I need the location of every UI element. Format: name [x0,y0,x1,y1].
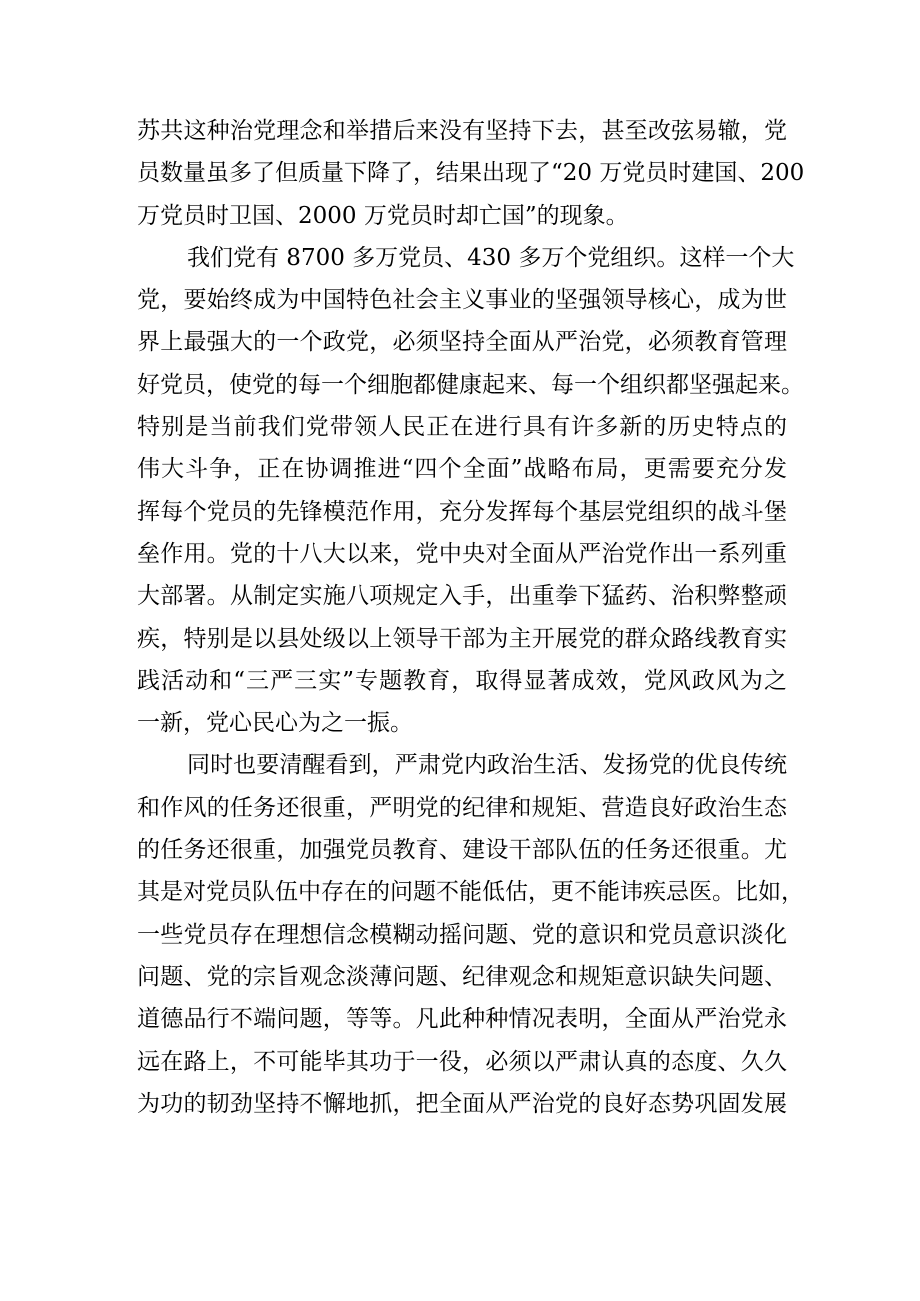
text-line: 道德品行不端问题，等等。凡此种种情况表明，全面从严治党永 [137,1006,787,1033]
text-line: 好党员，使党的每一个细胞都健康起来、每一个组织都坚强起来。 [137,371,804,398]
paragraph-2 [137,237,804,745]
text-line: 大部署。从制定实施八项规定入手，出重拳下猛药、治积弊整顽 [137,583,787,610]
text-line: 苏共这种治党理念和举措后来没有坚持下去，甚至改弦易辙，党 [137,118,787,144]
text-line: 挥每个党员的先锋模范作用，充分发挥每个基层党组织的战斗堡 [137,498,787,525]
body-text [137,110,805,1125]
paragraph-1 [137,110,805,237]
text-line: 其是对党员队伍中存在的问题不能低估，更不能讳疾忌医。比如， [137,879,804,906]
text-line: 一些党员存在理想信念模糊动摇问题、党的意识和党员意识淡化 [137,921,787,948]
text-line: 为功的韧劲坚持不懈地抓，把全面从严治党的良好态势巩固发展 [137,1090,787,1117]
text-line: 垒作用。党的十八大以来，党中央对全面从严治党作出一系列重 [137,540,787,567]
text-line: 疾，特别是以县处级以上领导干部为主开展党的群众路线教育实 [137,625,787,652]
paragraph-3 [137,744,804,1125]
text-line: 同时也要清醒看到，严肃党内政治生活、发扬党的优良传统 [187,752,787,779]
text-line: 伟大斗争，正在协调推进“四个全面”战略布局，更需要充分发 [137,456,787,483]
text-line: 远在路上，不可能毕其功于一役，必须以严肃认真的态度、久久 [137,1048,787,1075]
text-line: 我们党有 8700 多万党员、430 多万个党组织。这样一个大 [187,244,795,271]
text-line: 万党员时卫国、2000 万党员时却亡国”的现象。 [137,202,629,229]
text-line: 一新，党心民心为之一振。 [137,710,413,737]
text-line: 的任务还很重，加强党员教育、建设干部队伍的任务还很重。尤 [137,837,787,864]
text-line: 践活动和“三严三实”专题教育，取得显著成效，党风政风为之 [137,667,787,694]
text-line: 特别是当前我们党带领人民正在进行具有许多新的历史特点的 [137,414,787,441]
text-line: 界上最强大的一个政党，必须坚持全面从严治党，必须教育管理 [137,329,787,356]
text-line: 党，要始终成为中国特色社会主义事业的坚强领导核心，成为世 [137,287,787,314]
text-line: 和作风的任务还很重，严明党的纪律和规矩、营造良好政治生态 [137,794,787,821]
text-line: 员数量虽多了但质量下降了，结果出现了“20 万党员时建国、200 [137,160,805,187]
text-line: 问题、党的宗旨观念淡薄问题、纪律观念和规矩意识缺失问题、 [137,963,787,990]
